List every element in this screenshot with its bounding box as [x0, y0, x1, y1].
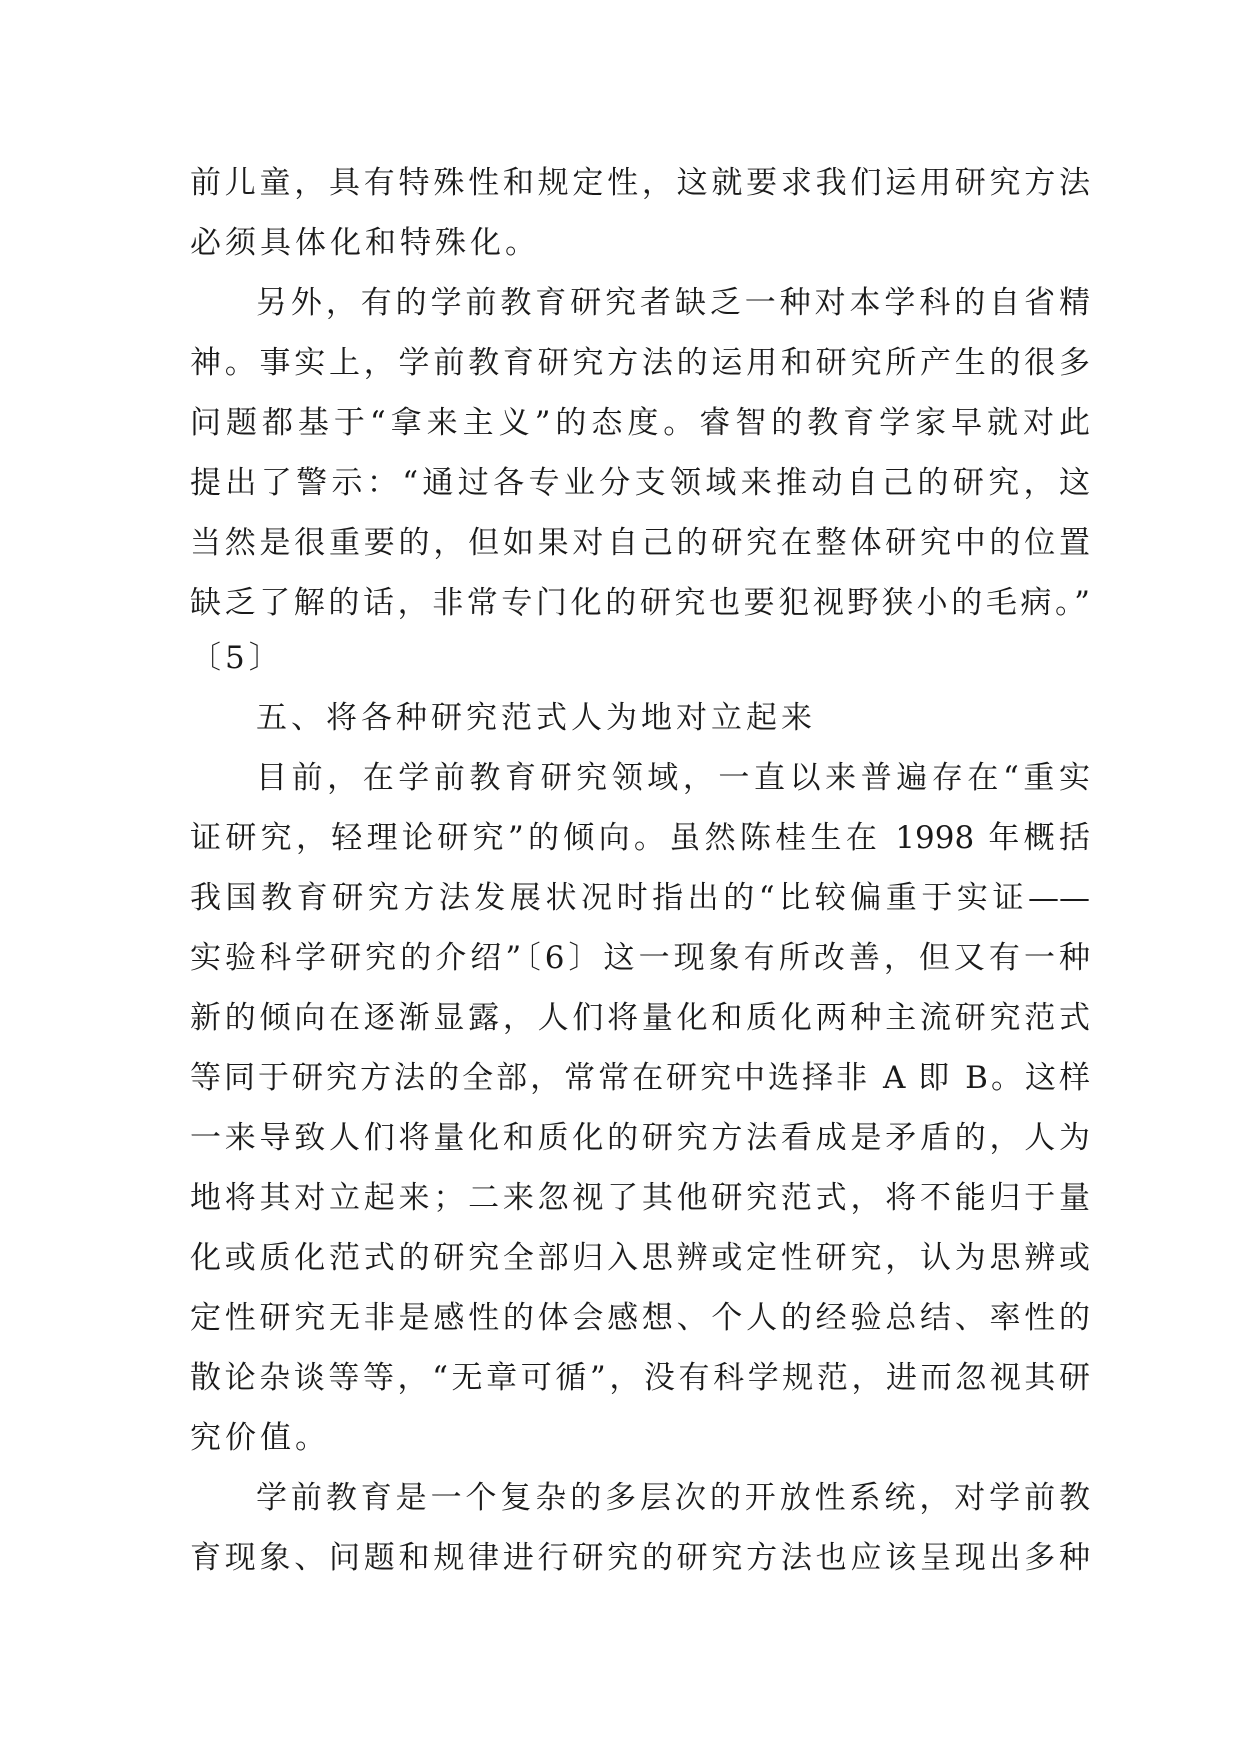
text-line: 当然是很重要的，但如果对自己的研究在整体研究中的位置 [190, 525, 1090, 561]
text-line: 问题都基于“拿来主义”的态度。睿智的教育学家早就对此 [190, 405, 1090, 441]
text-line: 证研究，轻理论研究”的倾向。虽然陈桂生在 1998 年概括 [190, 820, 1090, 856]
text-line: 散论杂谈等等，“无章可循”，没有科学规范，进而忽视其研 [190, 1360, 1090, 1396]
text-line: 化或质化范式的研究全部归入思辨或定性研究，认为思辨或 [190, 1240, 1090, 1276]
text-line: 一来导致人们将量化和质化的研究方法看成是矛盾的，人为 [190, 1120, 1090, 1156]
text-line: 缺乏了解的话，非常专门化的研究也要犯视野狭小的毛病。” [190, 585, 1090, 621]
text-line: 定性研究无非是感性的体会感想、个人的经验总结、率性的 [190, 1300, 1090, 1336]
text-line: 另外，有的学前教育研究者缺乏一种对本学科的自省精 [256, 285, 1090, 321]
text-line: 前儿童，具有特殊性和规定性，这就要求我们运用研究方法 [190, 165, 1090, 201]
text-line: 学前教育是一个复杂的多层次的开放性系统，对学前教 [256, 1480, 1090, 1516]
text-line: 新的倾向在逐渐显露，人们将量化和质化两种主流研究范式 [190, 1000, 1090, 1036]
text-line: 必须具体化和特殊化。 [190, 225, 540, 261]
text-line: 提出了警示：“通过各专业分支领域来推动自己的研究，这 [190, 465, 1090, 501]
text-line: 我国教育研究方法发展状况时指出的“比较偏重于实证—— [190, 880, 1090, 916]
section-heading: 五、将各种研究范式人为地对立起来 [256, 700, 816, 736]
citation-line: 〔5〕 [190, 640, 284, 676]
text-line: 究价值。 [190, 1420, 330, 1456]
text-line: 地将其对立起来；二来忽视了其他研究范式，将不能归于量 [190, 1180, 1090, 1216]
text-line: 神。事实上，学前教育研究方法的运用和研究所产生的很多 [190, 345, 1090, 381]
text-line: 目前，在学前教育研究领域，一直以来普遍存在“重实 [256, 760, 1090, 796]
text-line: 实验科学研究的介绍”〔6〕这一现象有所改善，但又有一种 [190, 940, 1090, 976]
text-line: 育现象、问题和规律进行研究的研究方法也应该呈现出多种 [190, 1540, 1090, 1576]
text-line: 等同于研究方法的全部，常常在研究中选择非 A 即 B。这样 [190, 1060, 1090, 1096]
